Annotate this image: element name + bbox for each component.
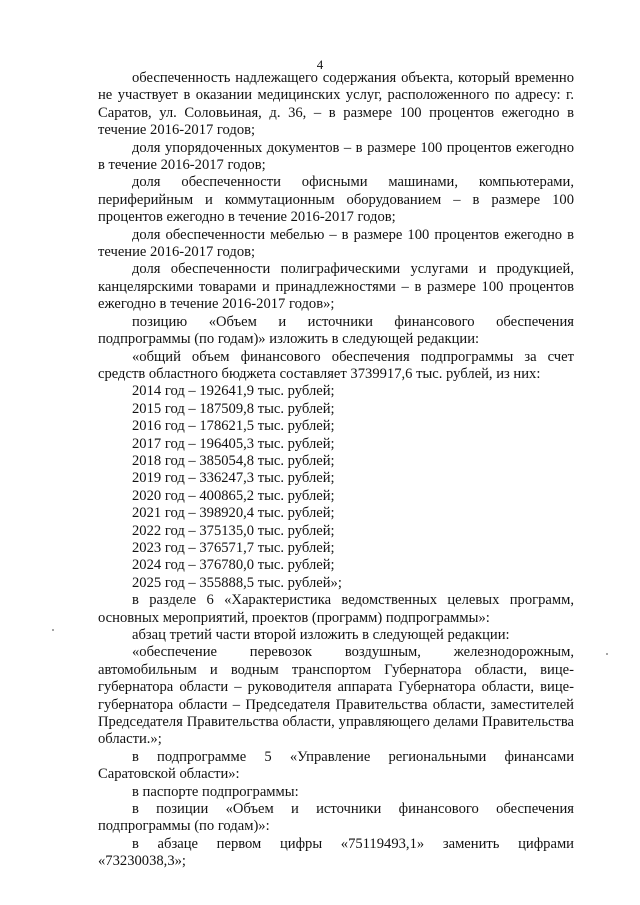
paragraph: в разделе 6 «Характеристика ведомственных целевых программ, основных мероприятий, проектов (программ) подпрограммы»:	[98, 592, 574, 626]
paragraph: «обеспечение перевозок воздушным, железнодорожным, автомобильным и водным транспортом Губернатора области, вице-губернатора области – руководителя аппарата Губернатора области, вице-губернатора области – Председателя Правительства области, заместителей Председателя Правительства области, управляющего делами Правительства области.»;	[98, 644, 574, 748]
document-body	[98, 70, 574, 871]
list-item: 2015 год – 187509,8 тыс. рублей;	[132, 400, 335, 417]
list-item: 2025 год – 355888,5 тыс. рублей»;	[132, 574, 342, 591]
list-item: 2018 год – 385054,8 тыс. рублей;	[132, 452, 335, 469]
paragraph: обеспеченность надлежащего содержания объекта, который временно не участвует в оказании медицинских услуг, расположенного по адресу: г. Саратов, ул. Соловьиная, д. 36, – в размере 100 процентов ежегодно в течение 2016-2017 годов;	[98, 70, 574, 139]
scan-speck	[52, 629, 54, 631]
paragraph: доля обеспеченности мебелью – в размере 100 процентов ежегодно в течение 2016-2017 годов;	[98, 226, 574, 261]
funding-by-year-list	[98, 383, 574, 592]
paragraph: доля упорядоченных документов – в размере 100 процентов ежегодно в течение 2016-2017 годов;	[98, 139, 574, 174]
paragraph: «общий объем финансового обеспечения подпрограммы за счет средств областного бюджета составляет 3739917,6 тыс. рублей, из них:	[98, 348, 574, 382]
paragraph: в позиции «Объем и источники финансового обеспечения подпрограммы (по годам)»:	[98, 801, 574, 835]
paragraph: абзац третий части второй изложить в следующей редакции:	[132, 627, 510, 643]
list-item: 2022 год – 375135,0 тыс. рублей;	[132, 522, 335, 539]
paragraph: в абзаце первом цифры «75119493,1» заменить цифрами «73230038,3»;	[98, 835, 574, 870]
list-item: 2020 год – 400865,2 тыс. рублей;	[132, 487, 335, 504]
paragraph: доля обеспеченности полиграфическими услугами и продукцией, канцелярскими товарами и принадлежностями – в размере 100 процентов ежегодно в течение 2016-2017 годов»;	[98, 261, 574, 313]
list-item: 2023 год – 376571,7 тыс. рублей;	[132, 539, 335, 556]
paragraph: в паспорте подпрограммы:	[132, 783, 299, 800]
list-item: 2016 год – 178621,5 тыс. рублей;	[132, 418, 335, 435]
page-number: 4	[316, 57, 324, 72]
paragraph: доля обеспеченности офисными машинами, компьютерами, периферийным и коммутационным оборудованием – в размере 100 процентов ежегодно в течение 2016-2017 годов;	[98, 174, 574, 226]
list-item: 2014 год – 192641,9 тыс. рублей;	[132, 383, 335, 400]
paragraph: позицию «Объем и источники финансового обеспечения подпрограммы (по годам)» изложить в следующей редакции:	[98, 313, 574, 348]
list-item: 2019 год – 336247,3 тыс. рублей;	[132, 470, 335, 487]
list-item: 2021 год – 398920,4 тыс. рублей;	[132, 505, 335, 522]
list-item: 2017 год – 196405,3 тыс. рублей;	[132, 435, 335, 452]
scan-speck	[606, 653, 608, 655]
list-item: 2024 год – 376780,0 тыс. рублей;	[132, 557, 335, 574]
paragraph: в подпрограмме 5 «Управление региональными финансами Саратовской области»:	[98, 748, 574, 783]
